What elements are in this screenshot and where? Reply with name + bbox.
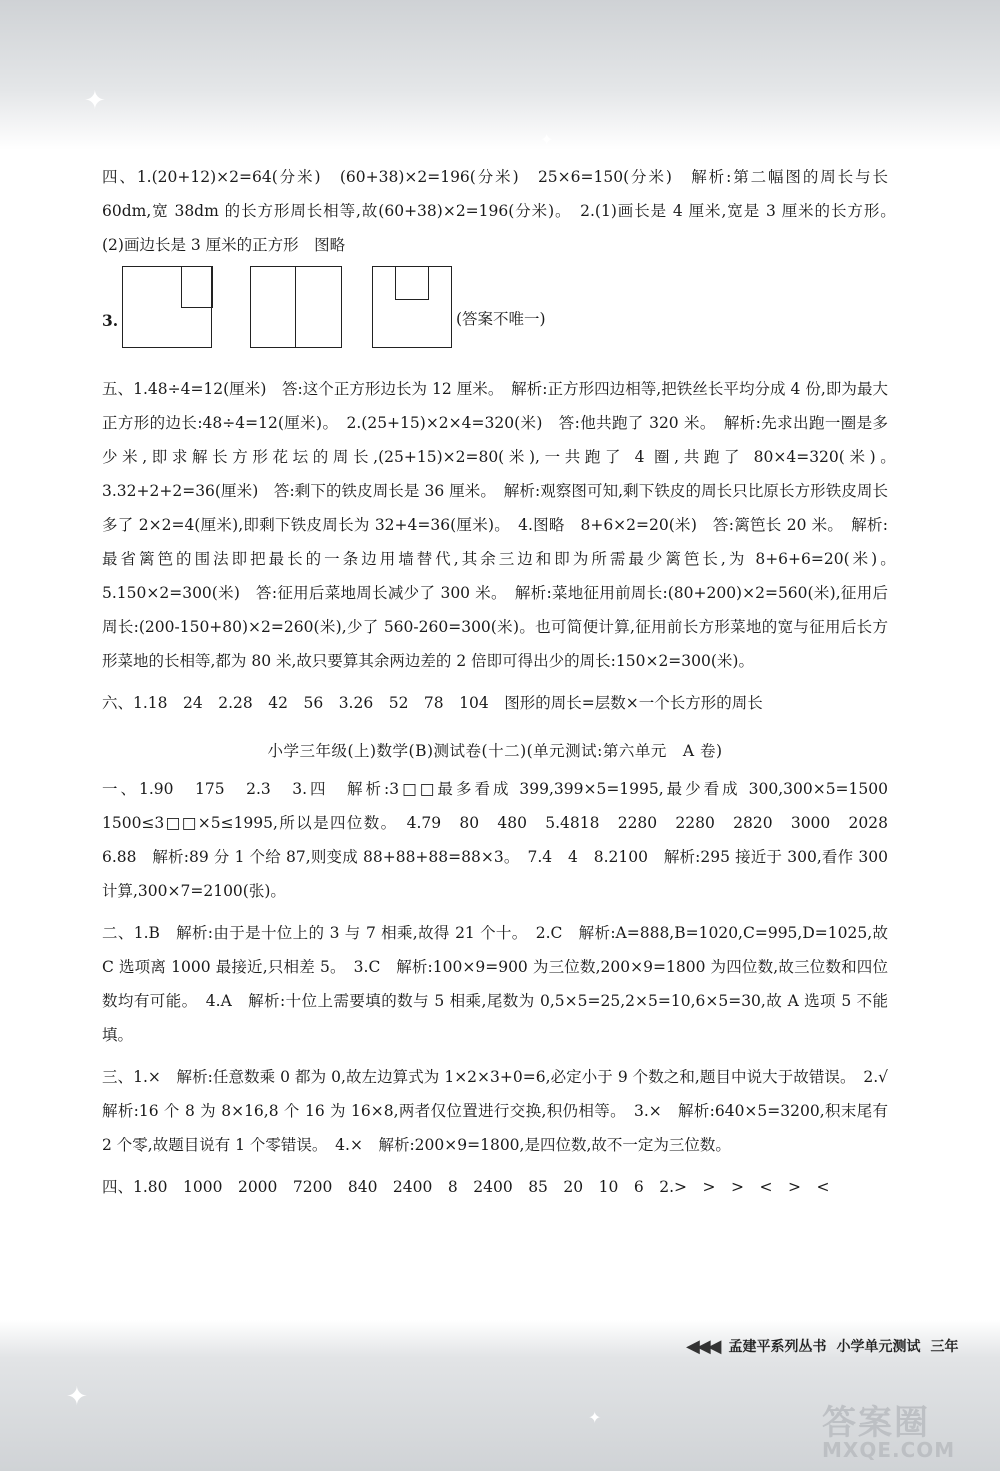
figure-label: 3. [102, 311, 119, 330]
arrow-icon: ◀◀◀ [686, 1335, 719, 1357]
sparkle-icon: ✦ [84, 86, 106, 116]
sparkle-icon: ✦ [588, 1408, 602, 1427]
part-one-answers-b: 一、1.90 175 2.3 3.四 解析:3□□最多看成 399,399×5=1995,最少看成 300,300×5=1500 1500≤3□□×5≤1995,所以是四位数。 4.79 80 480 5.4818 2280 2280 2820 3000 2028 6.88 解析:89 分 1 个给 87,则变成 88+88+88=88×3。 7.4 4 8.2100 解析:295 接近于 300,看作 300 计算,300×7=2100(张)。 [102, 780, 904, 900]
figure-row [102, 266, 888, 370]
footer-grade: 三年 [930, 1339, 959, 1355]
footer-bar [686, 1333, 959, 1359]
sparkle-icon: ✦ [66, 1382, 88, 1412]
section-title: 小学三年级(上)数学(B)测试卷(十二)(单元测试:第六单元 A 卷) [267, 742, 723, 760]
watermark [822, 1395, 972, 1461]
part-three-answers-b: 三、1.× 解析:任意数乘 0 都为 0,故左边算式为 1×2×3+0=6,必定小于 9 个数之和,题目中说大于故错误。 2.√ 解析:16 个 8 为 8×16,8 个 16 为 16×8,两者仅位置进行交换,积仍相等。 3.× 解析:640×5=3200,积末尾有 2 个零,故题目说有 1 个零错误。 4.× 解析:200×9=1800,是四位数,故不一定为三位数。 [102, 1068, 904, 1154]
watermark-url: MXQE.COM [822, 1438, 956, 1462]
part-five-answers: 五、1.48÷4=12(厘米) 答:这个正方形边长为 12 厘米。 解析:正方形四边相等,把铁丝长平均分成 4 份,即为最大正方形的边长:48÷4=12(厘米)。 2.(25+15)×2×4=320(米) 答:他共跑了 320 米。 解析:先求出跑一圈是多少米,即求解长方形花坛的周长,(25+15)×2=80(米),一共跑了 4 圈,共跑了 80×4=320(米)。 3.32+2+2=36(厘米) 答:剩下的铁皮周长是 36 厘米。 解析:观察图可知,剩下铁皮的周长只比原长方形铁皮周长多了 2×2=4(厘米),即剩下铁皮周长为 32+4=36(厘米)。 4.图略 8+6×2=20(米) 答:篱笆长 20 米。 解析:最省篱笆的围法即把最长的一条边用墙替代,其余三边和即为所需最少篱笆长,为 8+6+6=20(米)。 5.150×2=300(米) 答:征用后菜地周长减少了 300 米。 解析:菜地征用前周长:(80+200)×2=560(米),征用后周长:(200-150+80)×2=260(米),少了 560-260=300(米)。也可简便计算,征用前长方形菜地的宽与征用后长方形菜地的长相等,都为 80 米,故只要算其余两边差的 2 倍即可得出少的周长:150×2=300(米)。 [102, 380, 904, 670]
sparkle-icon: ✦ [540, 130, 554, 149]
footer-book: 小学单元测试 [836, 1339, 921, 1355]
figure-notched-rectangle [372, 266, 452, 348]
footer-series: 孟建平系列丛书 [728, 1339, 827, 1355]
figure-note: (答案不唯一) [456, 310, 546, 328]
watermark-title: 答案圈 [822, 1403, 930, 1443]
answer-content [102, 160, 904, 1204]
part-four-answers-b: 四、1.80 1000 2000 7200 840 2400 8 2400 85 20 10 6 2.> > > < > < [102, 1178, 830, 1196]
part-six-answers: 六、1.18 24 2.28 42 56 3.26 52 78 104 图形的周长=层数×一个长方形的周长 [102, 694, 763, 712]
part-four-answers: 四、1.(20+12)×2=64(分米) (60+38)×2=196(分米) 25×6=150(分米) 解析:第二幅图的周长与长 60dm,宽 38dm 的长方形周长相等,故(60+38)×2=196(分米)。 2.(1)画长是 4 厘米,宽是 3 厘米的长方形。 (2)画边长是 3 厘米的正方形 图略 [102, 168, 904, 254]
part-two-answers-b: 二、1.B 解析:由于是十位上的 3 与 7 相乘,故得 21 个十。 2.C 解析:A=888,B=1020,C=995,D=1025,故 C 选项离 1000 最接近,只相差 5。 3.C 解析:100×9=900 为三位数,200×9=1800 为四位数,故三位数和四位数均有可能。 4.A 解析:十位上需要填的数与 5 相乘,尾数为 0,5×5=25,2×5=10,6×5=30,故 A 选项 5 不能填。 [102, 924, 888, 1044]
figure-split-rectangle [250, 266, 342, 348]
figure-square-with-corner [122, 266, 212, 348]
top-shadow-band [0, 0, 1000, 150]
